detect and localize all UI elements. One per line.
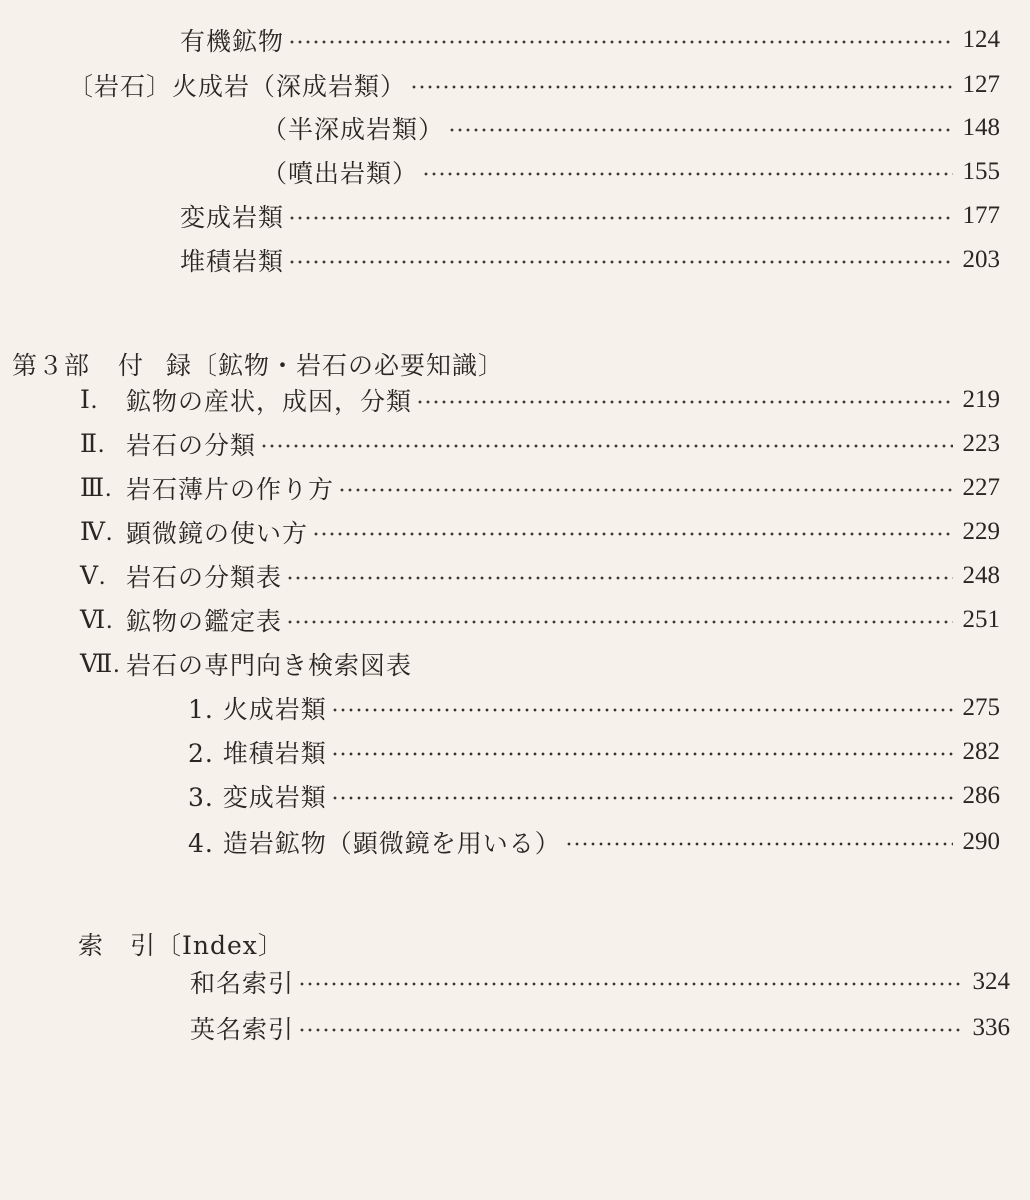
toc-entry-appendix-4[interactable] [80,512,1000,552]
dot-leader [312,532,952,536]
toc-subentry-metamorphic[interactable] [188,776,1000,816]
toc-entry-label: （半深成岩類） [262,115,445,144]
index-title-b: 引〔Index〕 [130,931,284,960]
toc-entry-organic-minerals[interactable] [180,20,1000,60]
roman-numeral: Ⅰ. [80,387,99,414]
roman-numeral: Ⅶ. [80,651,121,678]
roman-numeral: Ⅴ. [80,563,107,590]
part3-heading [12,344,504,384]
toc-subentry-rock-forming-minerals[interactable] [188,822,1000,862]
toc-page-number: 148 [962,114,1000,141]
toc-page-number: 203 [962,246,1000,273]
part3-title-b: 録〔鉱物・岩石の必要知識〕 [166,351,505,380]
dot-leader [416,400,952,404]
toc-entry-label: 堆積岩類 [180,247,285,276]
toc-entry-label: 4. 造岩鉱物（顕微鏡を用いる） [188,829,561,858]
dot-leader [298,1028,962,1032]
toc-entry-label: 3. 変成岩類 [188,783,327,812]
toc-entry-label: 英名索引 [190,1015,295,1044]
dot-leader [288,40,952,44]
dot-leader [565,842,953,846]
dot-leader [288,216,952,220]
toc-page-number: 227 [962,474,1000,501]
dot-leader [448,128,952,132]
toc-entry-japanese-index[interactable] [190,962,1010,1002]
toc-page-number: 275 [962,694,1000,721]
roman-numeral: Ⅲ. [80,475,113,502]
rock-section-prefix: 〔岩石〕 [68,72,173,101]
index-heading [78,924,284,964]
toc-entry-english-index[interactable] [190,1008,1010,1048]
toc-entry-label: 顕微鏡の使い方 [126,519,309,548]
toc-entry-appendix-2[interactable] [80,424,1000,464]
toc-page-number: 124 [962,26,1000,53]
toc-page-number: 229 [962,518,1000,545]
index-title-a: 索 [78,931,105,960]
toc-entry-label: 岩石薄片の作り方 [126,475,335,504]
toc-page-number: 155 [962,158,1000,185]
dot-leader [410,85,952,89]
toc-entry-appendix-3[interactable] [80,468,1000,508]
toc-entry-sedimentary[interactable] [180,240,1000,280]
dot-leader [298,982,962,986]
dot-leader [422,172,952,176]
toc-entry-appendix-1[interactable] [80,380,1000,420]
toc-entry-igneous-plutonic[interactable] [68,65,1000,105]
dot-leader [288,260,952,264]
toc-entry-appendix-7[interactable] [80,644,1000,684]
dot-leader [331,708,953,712]
toc-entry-igneous-volcanic[interactable] [262,152,1000,192]
toc-entry-label: 1. 火成岩類 [188,695,327,724]
roman-numeral: Ⅵ. [80,607,114,634]
toc-entry-label: 鉱物の産状，成因，分類 [126,387,413,416]
toc-page-number: 290 [962,828,1000,855]
toc-entry-appendix-5[interactable] [80,556,1000,596]
dot-leader [260,444,952,448]
toc-page-number: 336 [972,1014,1010,1041]
toc-entry-label: 有機鉱物 [180,27,285,56]
toc-page-number: 324 [972,968,1010,995]
roman-numeral: Ⅱ. [80,431,106,458]
toc-page-number: 219 [962,386,1000,413]
toc-page-number: 177 [962,202,1000,229]
toc-page-number: 223 [962,430,1000,457]
toc-entry-label: 岩石の専門向き検索図表 [126,651,413,680]
part3-title-a: 付 [118,351,145,380]
toc-entry-label: 変成岩類 [180,203,285,232]
dot-leader [286,576,952,580]
toc-entry-label: 岩石の分類表 [126,563,283,592]
toc-entry-appendix-6[interactable] [80,600,1000,640]
toc-entry-label: 火成岩（深成岩類） [172,72,407,101]
part3-number: 第３部 [12,351,91,380]
toc-entry-metamorphic[interactable] [180,196,1000,236]
toc-page-number: 248 [962,562,1000,589]
toc-page-number: 127 [962,71,1000,98]
dot-leader [286,620,952,624]
toc-entry-label: 鉱物の鑑定表 [126,607,283,636]
toc-subentry-sedimentary[interactable] [188,732,1000,772]
toc-page-number: 282 [962,738,1000,765]
toc-entry-label: 2. 堆積岩類 [188,739,327,768]
toc-entry-igneous-hypabyssal[interactable] [262,108,1000,148]
toc-page-number: 286 [962,782,1000,809]
toc-page-number: 251 [962,606,1000,633]
dot-leader [331,752,953,756]
roman-numeral: Ⅳ. [80,519,114,546]
toc-entry-label: 岩石の分類 [126,431,257,460]
toc-subentry-igneous[interactable] [188,688,1000,728]
toc-entry-label: 和名索引 [190,969,295,998]
dot-leader [338,488,952,492]
dot-leader [331,796,953,800]
toc-entry-label: （噴出岩類） [262,159,419,188]
